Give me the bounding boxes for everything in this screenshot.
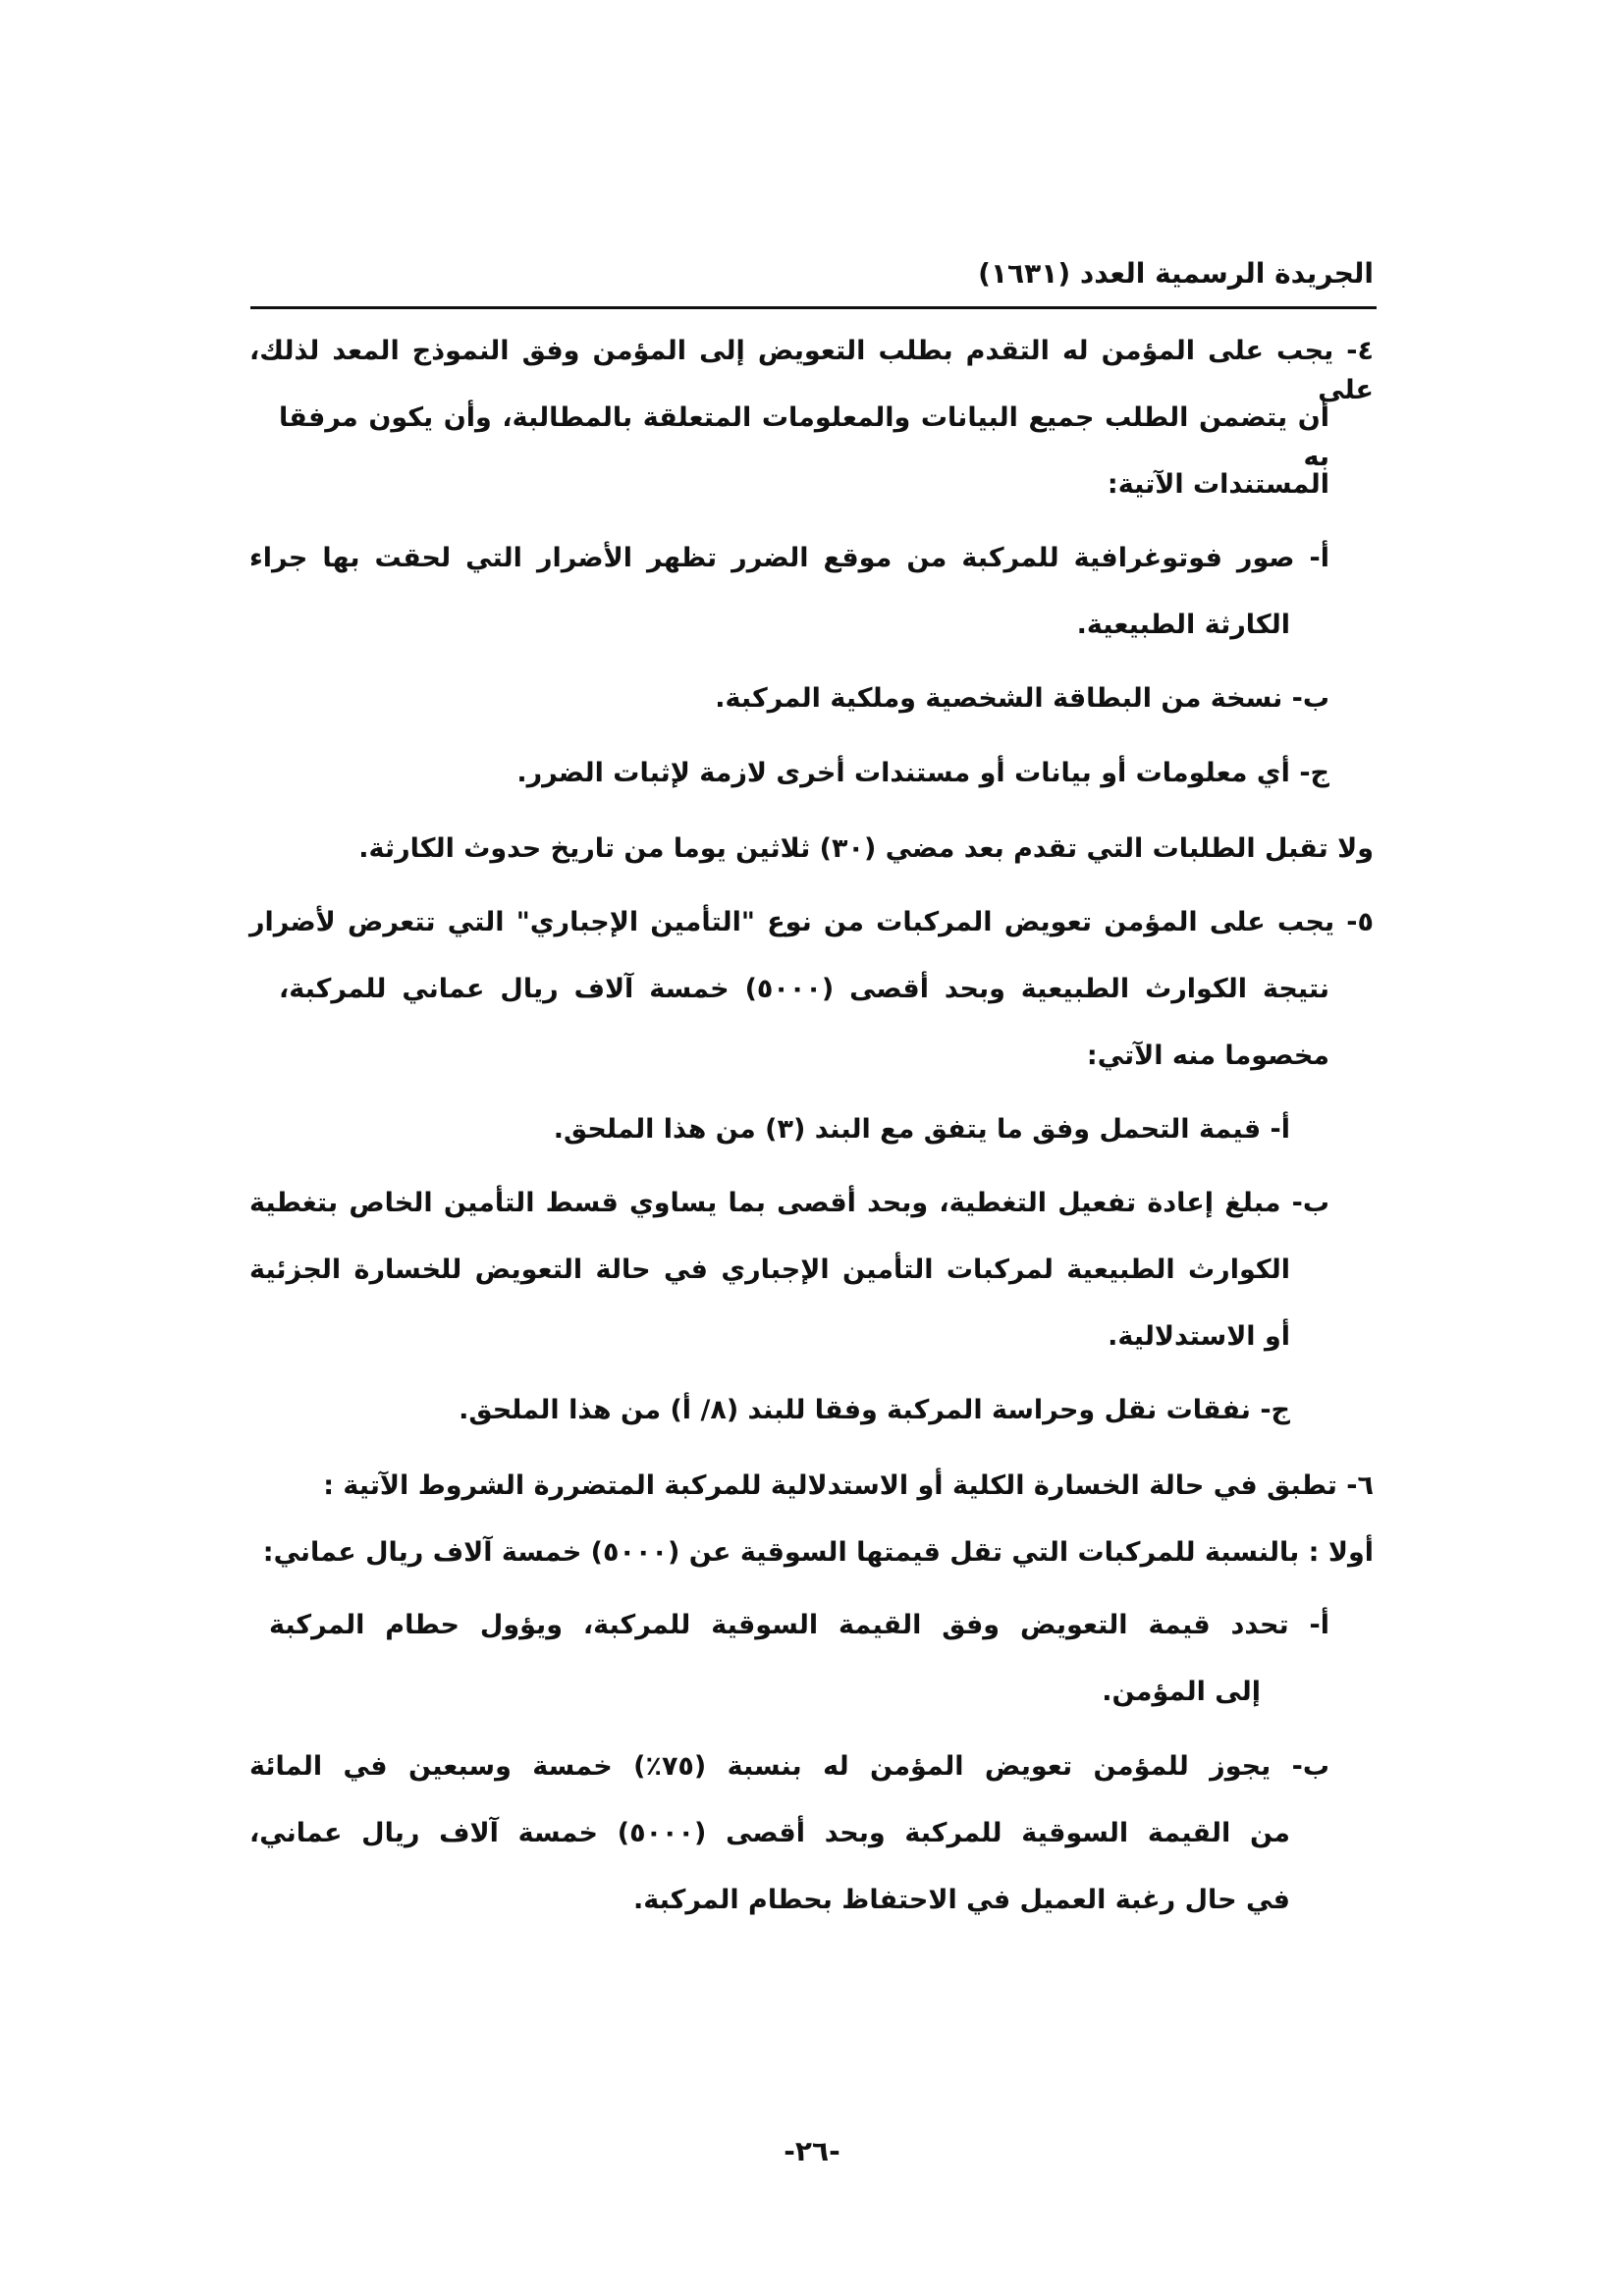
clause-6-heading: ٦- تطبق في حالة الخسارة الكلية أو الاستدلالية للمركبة المتضررة الشروط الآتية : xyxy=(323,1470,1374,1501)
clause-4-item-b: ب- نسخة من البطاقة الشخصية وملكية المركبة. xyxy=(715,683,1329,714)
clause-6-item-b-line-2: من القيمة السوقية للمركبة وبحد أقصى (٥٠٠٠) خمسة آلاف ريال عماني، xyxy=(249,1818,1290,1848)
clause-6-item-a-line-1: أ- تحدد قيمة التعويض وفق القيمة السوقية للمركبة، ويؤول حطام المركبة xyxy=(269,1610,1329,1640)
clause-4-line-3: المستندات الآتية: xyxy=(1107,469,1329,500)
clause-5-line-1: ٥- يجب على المؤمن تعويض المركبات من نوع "التأمين الإجباري" التي تتعرض لأضرار xyxy=(249,907,1374,937)
clause-5-item-b-line-3: أو الاستدلالية. xyxy=(1108,1321,1290,1352)
clause-4-item-c: ج- أي معلومات أو بيانات أو مستندات أخرى لازمة لإثبات الضرر. xyxy=(516,758,1329,788)
clause-6-item-a-line-2: إلى المؤمن. xyxy=(1102,1677,1261,1707)
clause-6-item-b-line-1: ب- يجوز للمؤمن تعويض المؤمن له بنسبة (٧٥٪) خمسة وسبعين في المائة xyxy=(249,1751,1329,1782)
clause-4-line-2: أن يتضمن الطلب جميع البيانات والمعلومات المتعلقة بالمطالبة، وأن يكون مرفقا به xyxy=(279,402,1329,472)
clause-6-item-b-line-3: في حال رغبة العميل في الاحتفاظ بحطام المركبة. xyxy=(633,1885,1290,1915)
page-number: -٢٦- xyxy=(784,2135,840,2167)
clause-4-item-a-line-1: أ- صور فوتوغرافية للمركبة من موقع الضرر تظهر الأضرار التي لحقت بها جراء xyxy=(249,543,1329,573)
gazette-header-title: الجريدة الرسمية العدد (١٦٣١) xyxy=(978,257,1374,290)
clause-5-item-a: أ- قيمة التحمل وفق ما يتفق مع البند (٣) من هذا الملحق. xyxy=(553,1114,1290,1145)
clause-5-item-b-line-2: الكوارث الطبيعية لمركبات التأمين الإجباري في حالة التعويض للخسارة الجزئية xyxy=(249,1255,1290,1285)
clause-5-item-b-line-1: ب- مبلغ إعادة تفعيل التغطية، وبحد أقصى بما يساوي قسط التأمين الخاص بتغطية xyxy=(249,1188,1329,1218)
claims-deadline-note: ولا تقبل الطلبات التي تقدم بعد مضي (٣٠) ثلاثين يوما من تاريخ حدوث الكارثة. xyxy=(358,833,1374,864)
clause-4-item-a-line-2: الكارثة الطبيعية. xyxy=(1076,610,1290,640)
header-divider xyxy=(250,306,1377,309)
clause-5-line-3: مخصوما منه الآتي: xyxy=(1086,1041,1329,1071)
clause-4-line-1: ٤- يجب على المؤمن له التقدم بطلب التعويض إلى المؤمن وفق النموذج المعد لذلك، على xyxy=(249,336,1374,405)
clause-5-item-c: ج- نفقات نقل وحراسة المركبة وفقا للبند (٨/ أ) من هذا الملحق. xyxy=(459,1395,1290,1425)
clause-5-line-2: نتيجة الكوارث الطبيعية وبحد أقصى (٥٠٠٠) خمسة آلاف ريال عماني للمركبة، xyxy=(279,974,1329,1004)
clause-6-first-condition: أولا : بالنسبة للمركبات التي تقل قيمتها السوقية عن (٥٠٠٠) خمسة آلاف ريال عماني: xyxy=(262,1537,1374,1568)
